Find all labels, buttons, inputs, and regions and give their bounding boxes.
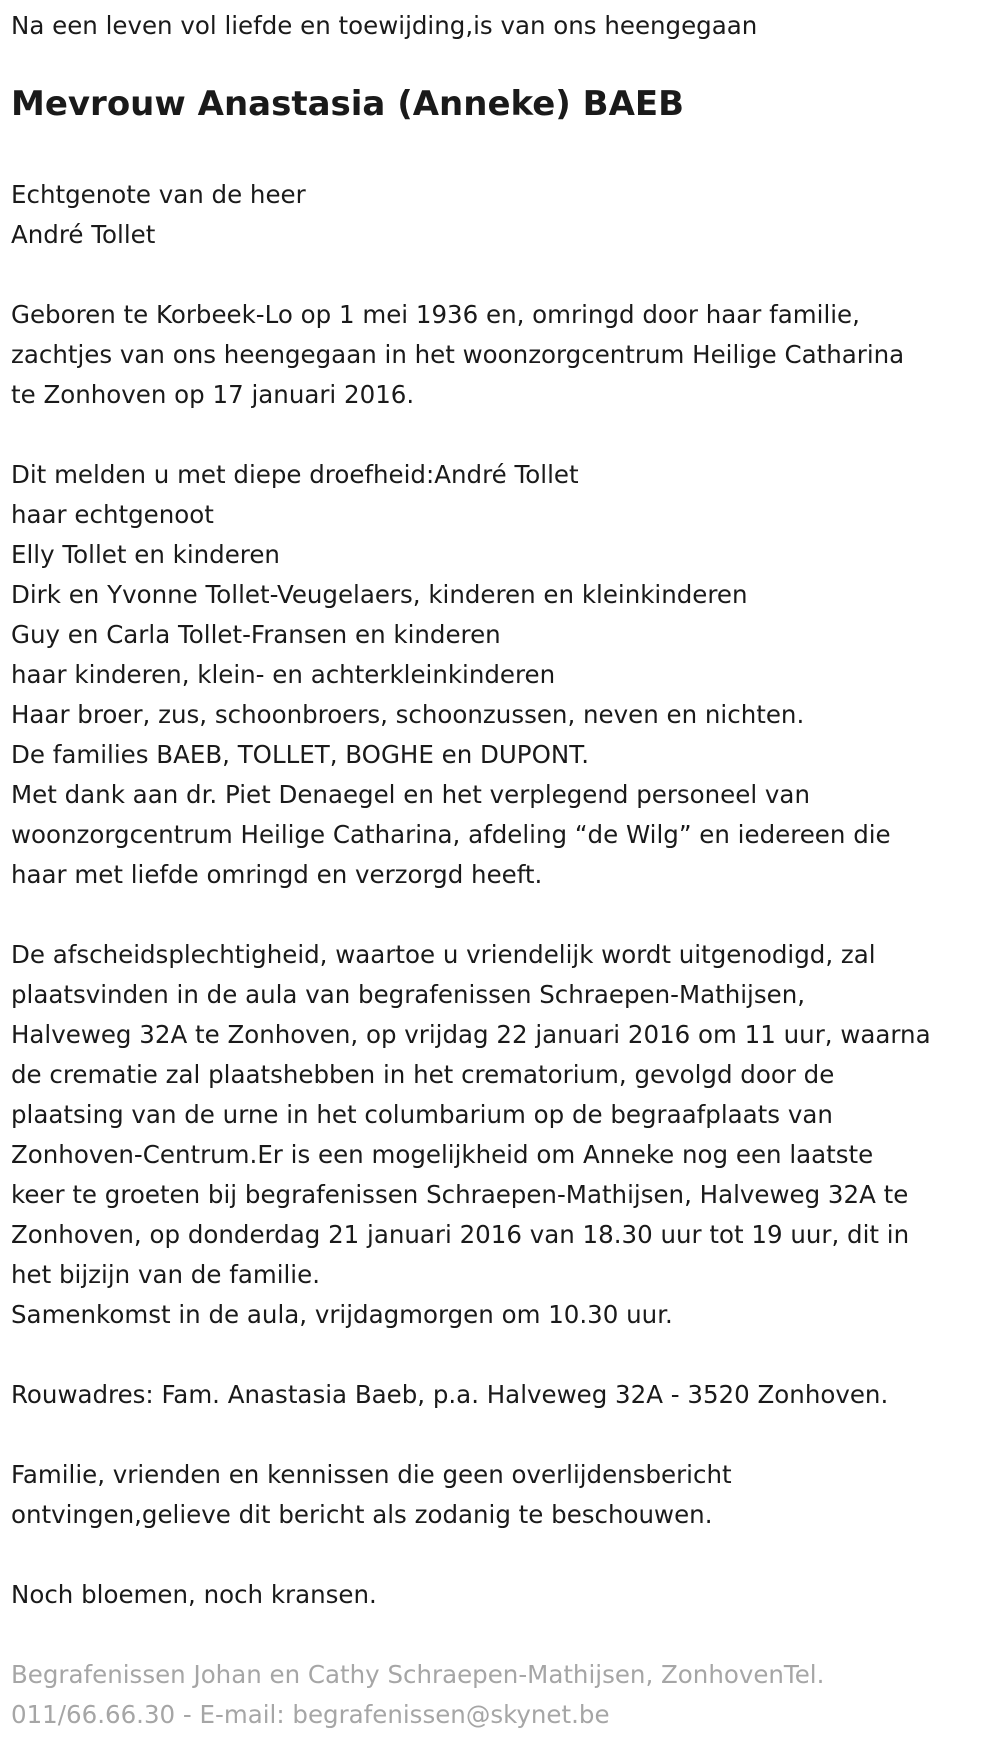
notice-section [11,1455,1000,1535]
ceremony-line: keer te groeten bij begrafenissen Schraepen-Mathijsen, Halveweg 32A te [11,1180,909,1209]
family-section [11,455,1000,895]
deceased-name: Mevrouw Anastasia (Anneke) BAEB [11,84,685,124]
family-line: Elly Tollet en kinderen [11,540,280,569]
ceremony-line: het bijzijn van de familie. [11,1260,320,1289]
family-line: Haar broer, zus, schoonbroers, schoonzussen, neven en nichten. [11,700,805,729]
birth-line: zachtjes van ons heengegaan in het woonzorgcentrum Heilige Catharina [11,340,905,369]
ceremony-line: Halveweg 32A te Zonhoven, op vrijdag 22 januari 2016 om 11 uur, waarna [11,1020,931,1049]
spouse-line: Echtgenote van de heer [11,180,306,209]
ceremony-line: plaatsing van de urne in het columbarium op de begraafplaats van [11,1100,833,1129]
footer-line: Begrafenissen Johan en Cathy Schraepen-Mathijsen, ZonhovenTel. [11,1660,825,1689]
family-line: haar met liefde omringd en verzorgd heeft. [11,860,543,889]
family-line: haar kinderen, klein- en achterkleinkinderen [11,660,556,689]
birth-section [11,295,1000,415]
family-line: Dit melden u met diepe droefheid:André Tollet [11,460,579,489]
ceremony-line: de crematie zal plaatshebben in het crematorium, gevolgd door de [11,1060,835,1089]
birth-line: te Zonhoven op 17 januari 2016. [11,380,415,409]
family-line: woonzorgcentrum Heilige Catharina, afdeling “de Wilg” en iedereen die [11,820,891,849]
funeral-home-footer [11,1655,1000,1735]
family-line: Dirk en Yvonne Tollet-Veugelaers, kinderen en kleinkinderen [11,580,748,609]
mourning-address-line: Rouwadres: Fam. Anastasia Baeb, p.a. Halveweg 32A - 3520 Zonhoven. [11,1380,889,1409]
notice-line: ontvingen,gelieve dit bericht als zodanig te beschouwen. [11,1500,713,1529]
ceremony-line: Zonhoven-Centrum.Er is een mogelijkheid om Anneke nog een laatste [11,1140,874,1169]
ceremony-section [11,935,1000,1335]
mourning-address-section [11,1375,1000,1415]
birth-line: Geboren te Korbeek-Lo op 1 mei 1936 en, omringd door haar familie, [11,300,860,329]
ceremony-line: Samenkomst in de aula, vrijdagmorgen om 10.30 uur. [11,1300,673,1329]
family-line: Guy en Carla Tollet-Fransen en kinderen [11,620,501,649]
ceremony-line: De afscheidsplechtigheid, waartoe u vriendelijk wordt uitgenodigd, zal [11,940,876,969]
flowers-line: Noch bloemen, noch kransen. [11,1580,377,1609]
family-line: haar echtgenoot [11,500,214,529]
notice-line: Familie, vrienden en kennissen die geen overlijdensbericht [11,1460,732,1489]
family-line: Met dank aan dr. Piet Denaegel en het verplegend personeel van [11,780,810,809]
ceremony-line: Zonhoven, op donderdag 21 januari 2016 van 18.30 uur tot 19 uur, dit in [11,1220,910,1249]
intro-text: Na een leven vol liefde en toewijding,is van ons heengegaan [11,11,758,40]
footer-line: 011/66.66.30 - E-mail: begrafenissen@skynet.be [11,1700,610,1729]
spouse-section [11,175,1000,255]
spouse-line: André Tollet [11,220,156,249]
family-line: De families BAEB, TOLLET, BOGHE en DUPONT. [11,740,590,769]
flowers-section [11,1575,1000,1615]
ceremony-line: plaatsvinden in de aula van begrafenissen Schraepen-Mathijsen, [11,980,806,1009]
